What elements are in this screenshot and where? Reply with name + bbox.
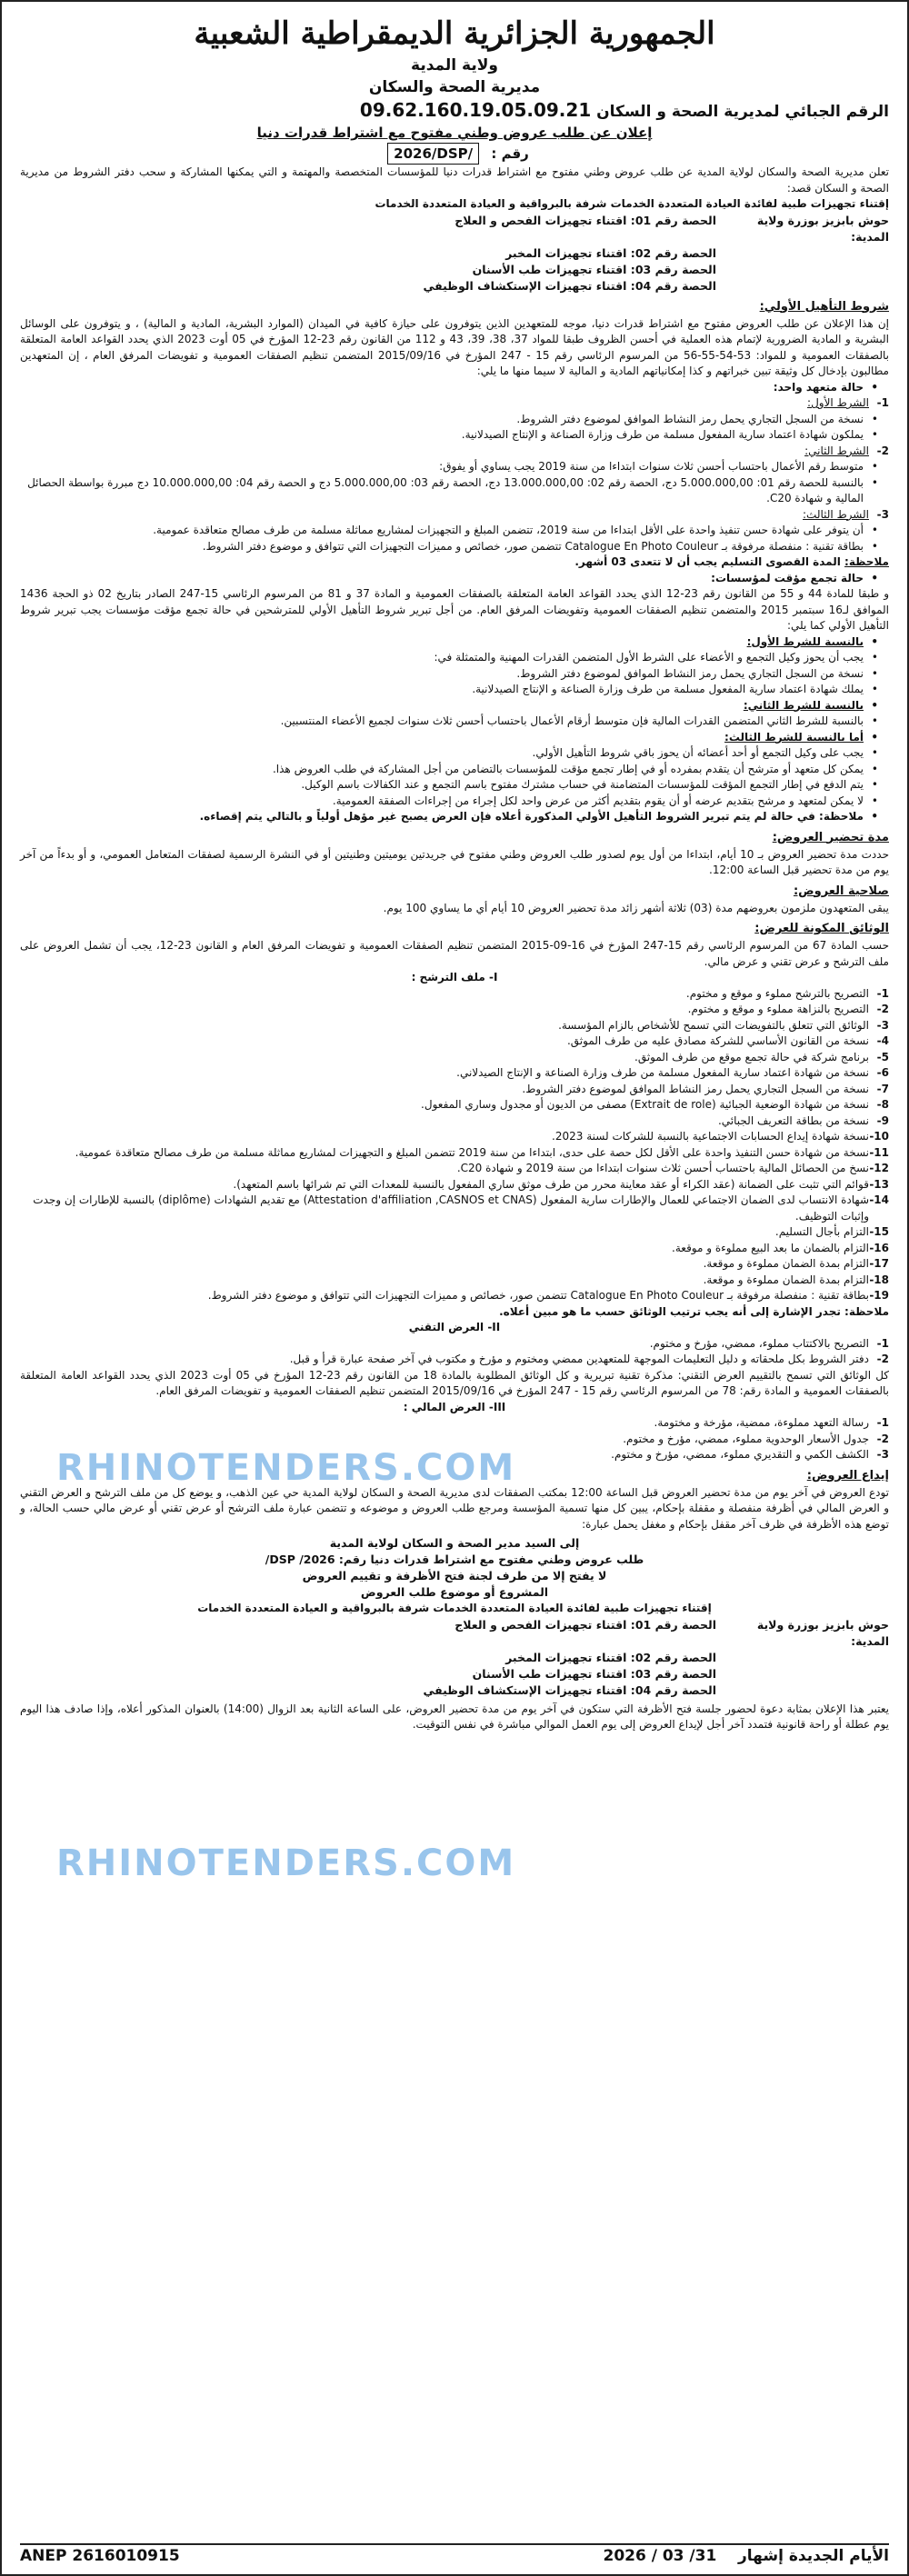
envelope-line: إلى السيد مدير الصحة و السكان لولاية المدية xyxy=(329,1536,580,1550)
validity-heading: صلاحية العروض: xyxy=(793,884,889,898)
document-item: 18- التزام بمدة الضمان مملوءة و موقعة. xyxy=(703,1273,889,1286)
tax-reference xyxy=(20,98,889,124)
document-item: 2- التصريح بالنزاهة مملوء و موقع و مختوم. xyxy=(687,1003,889,1015)
notice-intro: تعلن مديرية الصحة والسكان لولاية المدية عن طلب عروض وطني مفتوح مع اشتراط قدرات دنيا للمؤسسات المتخصصة والمهتمة و التي يمكنها المشاركة و سحب دفتر الشروط من مديرية الصحة و السكان قصد: xyxy=(20,165,889,195)
document-item: 15- التزام بأجال التسليم. xyxy=(774,1225,889,1238)
document-item: 6- نسخة من شهادة اعتماد سارية المفعول مسلمة من طرف وزارة الصناعة و الإنتاج الصيدلاني. xyxy=(456,1066,889,1079)
anep-code: ANEP 2616010915 xyxy=(20,2547,180,2565)
document-item: 12- نسخ من الحصائل المالية باحتساب أحسن ثلاث سنوات ابتداءا من سنة 2019 و شهادة C20. xyxy=(456,1162,889,1174)
eligibility-text: إن هذا الإعلان عن طلب العروض مفتوح مع اشتراط قدرات دنيا، موجه للمتعهدين الذين يتوفرون على حيازة كافية في الميدان (الموارد البشرية، المادية و المالية) ، و يتوفرون على الوسائل البشرية و المادية الضرورية لإتمام هذه العملية في أحسن الظروف طبقا للمواد 37، 38، 39، 43 و 112 من القانون رقم 23-12 المؤرخ في 05 أوت 2023 الذي يحدد القواعد العامة المتعلقة بالصفقات العمومية و للمواد: 53-54-55-56 من المرسوم الرئاسي رقم 15 - 247 المؤرخ في 2015/09/16 المتضمن تنظيم الصفقات العمومية و تفويضات المرفق العام ، إن المتعهدين مطالبون بإدخال كل وثيقة تبين خبراتهم و كذا إمكانياتهم المادية و المالية لا سيما منها ما يلي: xyxy=(20,316,889,377)
financial-item: 1- رسالة التعهد مملوءة، ممضية، مؤرخة و مختومة. xyxy=(654,1416,889,1429)
delivery-note xyxy=(20,554,889,571)
condition-2-b: • بالنسبة للحصة رقم 01: 5.000.000,00 دج، الحصة رقم 02: 13.000.000,00 دج، الحصة رقم 03: 5.000.000,00 دج و الحصة رقم 04: 10.000.000,00 دج مبررة بواسطة الحصائل المالية و شهادة C20. xyxy=(20,475,889,507)
document-item: 7- نسخة من السجل التجاري يحمل رمز النشاط الموافق لموضوع دفتر الشروط. xyxy=(522,1082,889,1095)
document-item: 4- نسخة من القانون الأساسي للشركة مصادق عليه من طرف الموثق. xyxy=(566,1034,889,1047)
tax-reference-label: الرقم الجبائي لمديرية الصحة و السكان xyxy=(596,103,889,121)
grouping-rule: • ملاحظة: في حالة لم يتم تبرير الشروط التأهيل الأولي المذكورة أعلاه فإن العرض يصبح غير مؤهل أولياً و بالتالي يتم إقصاءه. xyxy=(20,809,889,825)
document-item: 14- شهادة الانتساب لدى الضمان الاجتماعي للعمال والإطارات سارية المفعول (Attestation d'affiliation ,CASNOS et CNAS) مع تقديم الشهادات (diplôme) بالنسبة للإطارات إن وجدت وإثبات التوظيف. xyxy=(33,1193,889,1223)
grouping-rule: • يجب على وكيل التجمع أو أحد أعضائه أن يحوز باقي شروط التأهيل الأولي. xyxy=(20,745,889,762)
condition-1-title: الشرط الأول: xyxy=(807,396,869,409)
document-item: 5- برنامج شركة في حالة تجمع موقع من طرف الموثق. xyxy=(634,1050,889,1063)
notice-number-value: 2026/DSP/ xyxy=(387,143,479,165)
grouping-condition-2-text: • بالنسبة للشرط الثاني المتضمن القدرات المالية فإن متوسط أرقام الأعمال باحتساب أحسن ثلاث سنوات لجميع الأعضاء المنتسبين. xyxy=(20,714,889,730)
financial-item: 3- الكشف الكمي و التقديري مملوء، ممضي، مؤرخ و مختوم. xyxy=(611,1448,889,1461)
condition-3-b: • بطاقة تقنية : منفصلة مرفوقة بـ Catalogue En Photo Couleur تتضمن صور، خصائص و مميزات التجهيزات التي تتوافق و موضوع دفتر الشروط. xyxy=(20,539,889,555)
envelope-label xyxy=(20,1535,889,1601)
notice-object: إقتناء تجهيزات طبية لفائدة العيادة المتعددة الخدمات شرفة بالبرواقية و العيادة المتعددة الخدمات xyxy=(375,197,889,210)
tax-reference-number: 09.62.160.19.05.09.21 xyxy=(359,99,592,121)
newspaper-name: الأيام الجديدة إشهار xyxy=(737,2547,889,2565)
grouping-rule: • يمكن كل متعهد أو مترشح أن يتقدم بمفرده أو في إطار تجمع مؤقت للمؤسسات بالتضامن من أجل المشاركة في طلب العروض هذا. xyxy=(20,762,889,778)
duration-text: حددت مدة تحضير العروض بـ 10 أيام، ابتداءا من أول يوم لصدور طلب العروض وطني مفتوح في جريدتين يوميتين وطنيتين أو في النشرة الرسمية لصفقات المتعامل العمومي، و أو بدءاً من آخر يوم من مدة تحضير قبل الساعة 12:00. xyxy=(20,847,889,876)
grouping-condition-3-title: • أما بالنسبة للشرط الثالث: xyxy=(20,730,889,746)
watermark: RHINOTENDERS.COM xyxy=(56,1842,516,1884)
duration-heading: مدة تحضير العروض: xyxy=(772,830,889,844)
lot-item: الحصة رقم 01: اقتناء تجهيزات الفحص و العلاج xyxy=(454,1617,716,1632)
condition-1-heading: 1- الشرط الأول: xyxy=(807,396,889,409)
envelope-line: لا يفتح إلا من طرف لجنة فتح الأظرفة و تقييم العروض xyxy=(302,1569,607,1583)
grouping-text: و طبقا للمادة 44 و 55 من القانون رقم 23-12 الذي يحدد القواعد العامة المتعلقة بالصفقات العمومية و المادة 37 و 81 من المرسوم الرئاسي 15-247 الصادر بتاريخ 02 ذو الحجة 1436 الموافق لـ16 سبتمبر 2015 والمتضمن تنظيم الصفقات العمومية وتفويضات المرفق العام. من أجل تبرير شروط التأهيل الأولي للمترشحين في حالة تجمع مؤقت مؤسسات يجب تبرير شروط التأهيل الأولي كما يلي: xyxy=(20,587,890,632)
lot-item: الحصة رقم 02: اقتناء تجهيزات المخبر xyxy=(505,1650,716,1664)
documents-note: ملاحظة: تجدر الإشارة إلى أنه يجب ترتيب الوثائق حسب ما هو مبين أعلاه. xyxy=(499,1304,889,1318)
part-3-title: III- العرض المالي : xyxy=(403,1400,506,1413)
notice-header xyxy=(20,13,889,98)
location-label: حوش بابزيز بوزرة ولاية المدية: xyxy=(756,213,889,244)
footer-bar xyxy=(20,2543,889,2567)
condition-3-heading: 3- الشرط الثالث: xyxy=(803,507,889,521)
part-1-title: I- ملف الترشح : xyxy=(411,971,498,983)
technical-note: كل الوثائق التي تسمح بالتقييم العرض التقني: مذكرة تقنية تبريرية و كل الوثائق المطلوبة بالمادة 18 من القانون رقم 23-12 المؤرخ في 05 أوت 2023 الذي يحدد القواعد العامة المتعلقة بالصفقات العمومية و المادة رقم: 78 من المرسوم الرئاسي رقم 15 - 247 المؤرخ في 2015/09/16 المتضمن تنظيم الصفقات العمومية و تفويضات المرفق العام. xyxy=(20,1368,889,1397)
note-label: ملاحظة: xyxy=(844,555,889,568)
condition-1-a: • نسخة من السجل التجاري يحمل رمز النشاط الموافق لموضوع دفتر الشروط. xyxy=(20,412,889,428)
eligibility-heading: شروط التأهيل الأولي: xyxy=(759,299,889,314)
lot-item: الحصة رقم 04: اقتناء تجهيزات الإستكشاف الوظيفي xyxy=(423,1682,716,1697)
document-item: 19- بطاقة تقنية : منفصلة مرفوقة بـ Catalogue En Photo Couleur تتضمن صور، خصائص و مميزات التجهيزات التي تتوافق و موضوع دفتر الشروط. xyxy=(207,1289,889,1302)
document-item: 8- نسخة من شهادة الوضعية الجبائية (Extrait de role) مصفى من الديون أو مجدول وساري المفعول. xyxy=(421,1098,889,1111)
deposit-text: تودع العروض في آخر يوم من مدة تحضير العروض قبل الساعة 12:00 بمكتب الصفقات لدى مديرية الصحة و السكان لولاية المدية حي عين الذهب، و يوضع كل من ملف الترشح و العرض التقني و العرض المالي في أظرفة منفصلة و مقفلة بإحكام، يبين كل منها تسمية المؤسسة ومرجع طلب العروض و موضوعه و تتضمن عبارة ملف الترشح أو عرض تقني أو عرض مالي حسب الحالة، و توضع هذه الأظرفة في ظرف آخر مقفل بإحكام و مغفل يحمل عبارة: xyxy=(20,1485,889,1531)
lot-item: الحصة رقم 03: اقتناء تجهيزات طب الأسنان xyxy=(472,1666,716,1681)
document-item: 1- التصريح بالترشح مملوء و موقع و مختوم. xyxy=(685,986,889,1000)
closing-text: يعتبر هذا الإعلان بمثابة دعوة لحضور جلسة فتح الأظرفة التي ستكون في آخر يوم من مدة تحضير العروض، على الساعة الثانية بعد الزوال (14:00) بالعنوان المذكور أعلاه، وإذا صادف هذا اليوم يوم عطلة أو راحة قانونية فتمدد آخر أجل لإيداع العروض إلى يوم العمل الموالي مباشرة في نفس التوقيت. xyxy=(20,1702,889,1731)
lot-item: الحصة رقم 01: اقتناء تجهيزات الفحص و العلاج xyxy=(454,213,716,227)
envelope-lots xyxy=(20,1617,889,1699)
notice-number-label: رقم : xyxy=(491,145,529,162)
condition-1-b: • يملكون شهادة اعتماد سارية المفعول مسلمة من طرف وزارة الصناعة و الإنتاج الصيدلانية. xyxy=(20,427,889,444)
directorate-name: مديرية الصحة والسكان xyxy=(368,78,541,96)
grouping-case: • حالة تجمع مؤقت لمؤسسات: xyxy=(20,571,889,587)
envelope-object: إقتناء تجهيزات طبية لفائدة العيادة المتعددة الخدمات شرفة بالبرواقية و العيادة المتعددة الخدمات xyxy=(197,1602,712,1614)
grouping-condition-1-b: • يملك شهادة اعتماد سارية المفعول مسلمة من طرف وزارة الصناعة و الإنتاج الصيدلانية. xyxy=(20,682,889,698)
notice-number xyxy=(20,143,889,165)
note-text: المدة القصوى التسليم يجب أن لا تتعدى 03 أشهر. xyxy=(574,555,841,568)
grouping-condition-2-title: • بالنسبة للشرط الثاني: xyxy=(20,698,889,714)
single-bidder-case: • حالة متعهد واحد: xyxy=(20,380,889,396)
documents-text: حسب المادة 67 من المرسوم الرئاسي رقم 15-247 المؤرخ في 16-09-2015 المتضمن تنظيم الصفقات العمومية و تفويضات المرفق العام و القانون 23-12، يجب أن تشمل العروض على ملف الترشح و عرض تقني و عرض مالي. xyxy=(20,939,889,968)
condition-2-a: • متوسط رقم الأعمال باحتساب أحسن ثلاث سنوات ابتداءا من سنة 2019 يجب يساوي أو يفوق: xyxy=(20,459,889,475)
envelope-line: طلب عروض وطني مفتوح مع اشتراط قدرات دنيا رقم: 2026/ DSP/ xyxy=(265,1553,644,1566)
lot-item: الحصة رقم 02: اقتناء تجهيزات المخبر xyxy=(505,245,716,260)
document-item: 3- الوثائق التي تتعلق بالتفويضات التي تسمح للأشخاص بالزام المؤسسة. xyxy=(558,1018,889,1032)
watermark: RHINOTENDERS.COM xyxy=(56,1447,516,1489)
part-2-title: II- العرض التقني xyxy=(408,1321,501,1333)
publication-date: 2026 / 03 /31 xyxy=(603,2547,717,2565)
condition-3-title: الشرط الثالث: xyxy=(803,507,869,521)
lot-item: الحصة رقم 03: اقتناء تجهيزات طب الأسنان xyxy=(472,262,716,276)
lot-item: الحصة رقم 04: اقتناء تجهيزات الإستكشاف الوظيفي xyxy=(423,278,716,293)
envelope-line: المشروع أو موضوع طلب العروض xyxy=(360,1585,549,1599)
condition-2-heading: 2- الشرط الثاني: xyxy=(804,444,889,457)
document-item: 11- نسخة من شهادة حسن التنفيذ واحدة على الأقل لكل حصة على حدى، ابتداءا من سنة 2019 تتضمن المبلغ و التجهيزات لمشاريع مماثلة مسلمة من طرف مصالح متعاقدة عمومية. xyxy=(75,1145,889,1159)
document-item: 10- نسخة شهادة إيداع الحسابات الاجتماعية بالنسبة للشركات لسنة 2023. xyxy=(552,1130,889,1143)
wilaya-name: ولاية المدية xyxy=(411,56,498,75)
technical-item: 2- دفتر الشروط بكل ملحقاته و دليل التعليمات الموجهة للمتعهدين ممضي ومختوم و مؤرخ و مكتوب في آخر صفحة عبارة قرأ و قبل. xyxy=(289,1353,889,1365)
grouping-rule: • لا يمكن لمتعهد و مرشح بتقديم عرضه أو أن يقوم بتقديم أكثر من عرض واحد لكل إجراء من إجراءات الصفقة العمومية. xyxy=(20,794,889,810)
condition-3-a: • أن يتوفر على شهادة حسن تنفيذ واحدة على الأقل ابتداءا من سنة 2019، تتضمن المبلغ و التجهيزات لمشاريع مماثلة مسلمة من طرف مصالح متعاقدة عمومية. xyxy=(20,523,889,539)
condition-2-title: الشرط الثاني: xyxy=(804,444,869,457)
deposit-heading: إيداع العروض: xyxy=(806,1468,889,1483)
validity-text: يبقى المتعهدون ملزمون بعروضهم مدة (03) ثلاثة أشهر زائد مدة تحضير العروض 10 أيام أي ما يساوي 100 يوم. xyxy=(383,901,889,914)
grouping-condition-1-a: • نسخة من السجل التجاري يحمل رمز النشاط الموافق لموضوع دفتر الشروط. xyxy=(20,666,889,683)
document-item: 16- التزام بالضمان ما بعد البيع مملوءة و موقعة. xyxy=(672,1241,889,1254)
lots-list xyxy=(20,213,889,295)
documents-heading: الوثائق المكونة للعرض: xyxy=(754,922,889,935)
document-item: 17- التزام بمدة الضمان مملوءة و موقعة. xyxy=(703,1257,889,1270)
republic-title: الجمهورية الجزائرية الديمقراطية الشعبية xyxy=(194,15,715,52)
financial-item: 2- جدول الأسعار الوحدوية مملوء، ممضي، مؤرخ و مختوم. xyxy=(623,1432,889,1445)
grouping-condition-1-text: • يجب أن يحوز وكيل التجمع و الأعضاء على الشرط الأول المتضمن القدرات المهنية والمتمثلة في: xyxy=(20,650,889,666)
envelope-location: حوش بابزيز بوزرة ولاية المدية: xyxy=(756,1617,889,1648)
grouping-condition-1-title: • بالنسبة للشرط الأول: xyxy=(20,634,889,651)
grouping-rule: • يتم الدفع في إطار التجمع المؤقت للمؤسسات المتضامنة في حساب مشترك مفتوح باسم التجمع و عند الكفالات باسم الوكيل. xyxy=(20,777,889,794)
footer-date-newspaper xyxy=(603,2547,889,2565)
technical-item: 1- التصريح بالاكتتاب مملوء، ممضي، مؤرخ و مختوم. xyxy=(649,1336,889,1350)
document-item: 13- قوائم التي تثبت على الضمانة (عقد الكراء أو عقد معاينة محرر من طرف موثق ساري المفعول بالنسبة للمعدات التي تم شرائها باسم المتعهد). xyxy=(233,1177,889,1191)
document-item: 9- نسخة من بطاقة التعريف الجبائي. xyxy=(717,1113,889,1127)
notice-title: إعلان عن طلب عروض وطني مفتوح مع اشتراط قدرات دنيا xyxy=(256,125,653,141)
